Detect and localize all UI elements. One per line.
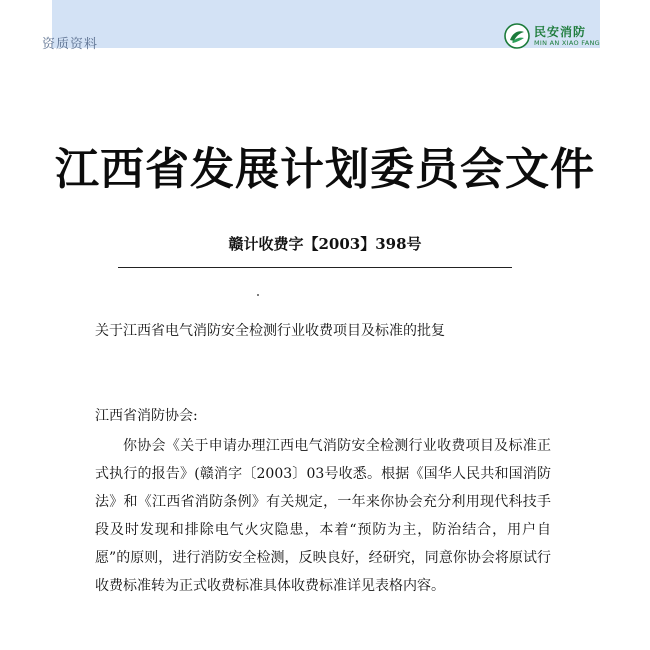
salutation: 江西省消防协会: <box>95 408 198 424</box>
title-rule <box>118 267 512 268</box>
document-number: 赣计收费字【2003】398号 <box>228 235 422 253</box>
stray-dot <box>257 294 259 296</box>
brand-name-en: MIN AN XIAO FANG <box>533 38 600 47</box>
document-title: 江西省发展计划委员会文件 <box>55 144 595 195</box>
brand <box>504 21 600 51</box>
minan-fire-logo-icon <box>504 23 530 49</box>
document-subject: 关于江西省电气消防安全检测行业收费项目及标准的批复 <box>95 323 445 339</box>
body-paragraph: 你协会《关于申请办理江西电气消防安全检测行业收费项目及标准正式执行的报告》(赣消字〔2003〕03号收悉。根据《国华人民共和国消防法》和《江西省消防条例》有关规定，一年来你协会充分利用现代科技手段及时发现和排除电气火灾隐患，本着“预防为主，防治结合，用户自愿”的原则，进行消防安全检测，反映良好，经研究，同意你协会将原试行收费标准转为正式收费标准具体收费标准详见表格内容。 <box>95 438 551 594</box>
brand-name-cn: 民安消防 <box>533 24 586 39</box>
header-label: 资质资料 <box>42 37 99 52</box>
